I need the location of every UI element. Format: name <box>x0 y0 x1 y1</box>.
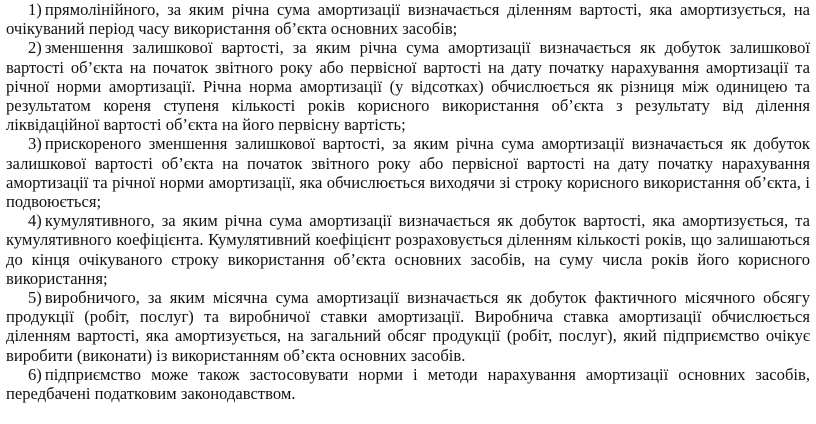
item-text: прямолінійного, за яким річна сума амортизації визначається діленням вартості, яка амортизується, на очікуваний період часу використання об’єкта основних засобів; <box>6 0 810 39</box>
list-item-3 <box>6 134 810 211</box>
item-text: зменшення залишкової вартості, за яким річна сума амортизації визначається як добуток залишкової вартості об’єкта на початок звітного року або первісної вартості на дату початку нарахування амортизації та річної норми амортизації. Річна норма амортизації (у відсотках) обчислюється як різниця між одиницею та результатом кореня ступеня кількості років корисного використання об’єкта з результату від ділення ліквідаційної вартості об’єкта на його первісну вартість; <box>6 38 810 135</box>
item-text: кумулятивного, за яким річна сума амортизації визначається як добуток вартості, яка амортизується, та кумулятивного коефіцієнта. Кумулятивний коефіцієнт розраховується діленням кількості років, що залишаються до кінця очікуваного строку використання об’єкта основних засобів, на суму числа років його корисного використання; <box>6 211 810 288</box>
item-text: прискореного зменшення залишкової вартості, за яким річна сума амортизації визначається як добуток залишкової вартості об’єкта на початок звітного року або первісної вартості на дату початку нарахування амортизації та річної норми амортизації, яка обчислюється виходячи зі строку корисного використання об’єкта, і подвоюється; <box>6 134 810 212</box>
item-text: виробничого, за яким місячна сума амортизації визначається як добуток фактичного місячного обсягу продукції (робіт, послуг) та виробничої ставки амортизації. Виробнича ставка амортизації обчислюється діленням вартості, яка амортизується, на загальний обсяг продукції (робіт, послуг), який підприємство очікує виробити (виконати) із використанням об’єкта основних засобів. <box>6 288 810 365</box>
item-number: 2) <box>28 38 42 58</box>
item-number: 3) <box>28 134 42 154</box>
item-number: 4) <box>28 211 42 231</box>
item-number: 1) <box>28 0 42 19</box>
list-item-5 <box>6 288 810 365</box>
list-item-2 <box>6 38 810 134</box>
list-item-6 <box>6 365 810 403</box>
item-number: 6) <box>28 364 42 384</box>
item-number: 5) <box>28 288 42 308</box>
list-item-1 <box>6 0 810 38</box>
list-item-4 <box>6 211 810 288</box>
item-text: підприємство може також застосовувати норми і методи нарахування амортизації основних засобів, передбачені податковим законодавством. <box>6 364 810 404</box>
